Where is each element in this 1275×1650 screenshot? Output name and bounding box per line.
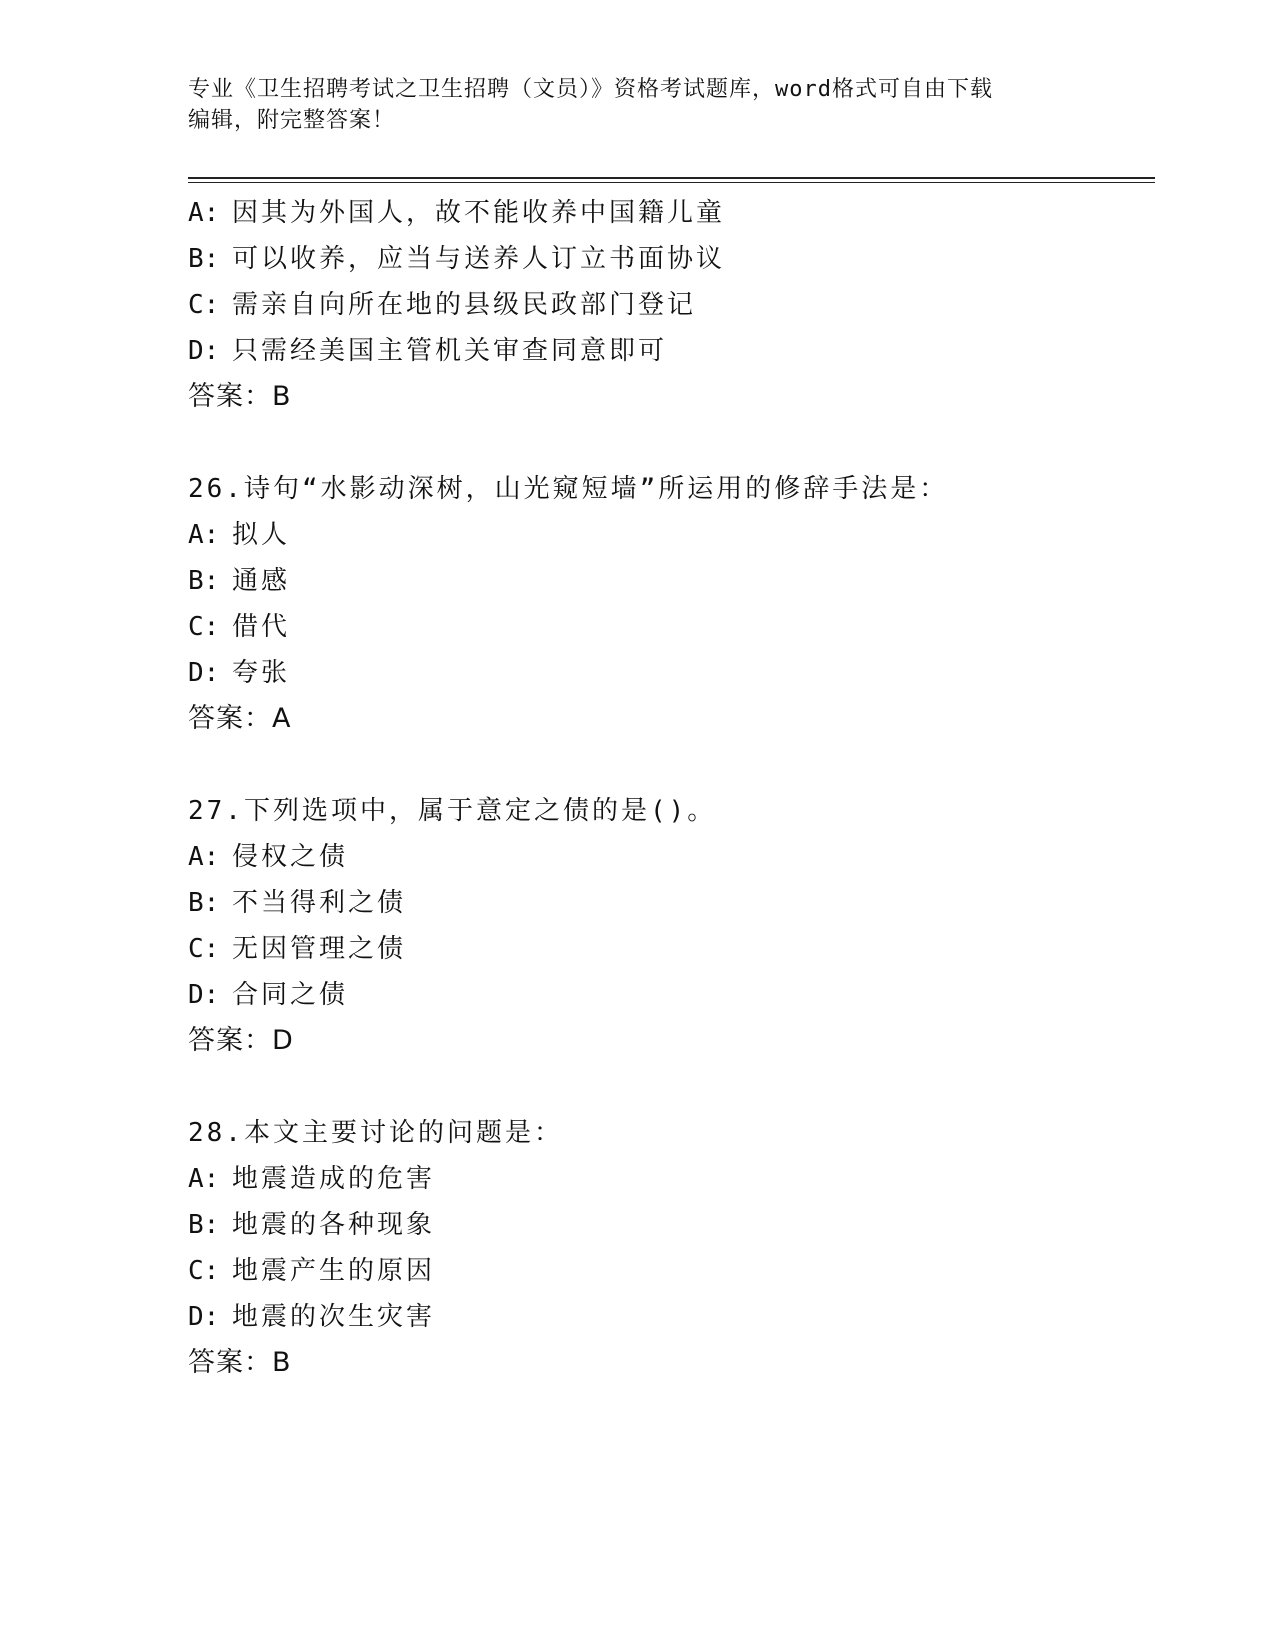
spacer <box>188 420 1148 466</box>
spacer <box>188 1064 1148 1110</box>
option-c: C: 无因管理之债 <box>188 934 407 964</box>
option-c: C: 需亲自向所在地的县级民政部门登记 <box>188 290 697 320</box>
header-line-2: 编辑，附完整答案！ <box>188 108 396 133</box>
answer-line: 答案：A <box>188 703 292 734</box>
question-text: 27.下列选项中，属于意定之债的是()。 <box>188 796 717 826</box>
option-d: D: 只需经美国主管机关审查同意即可 <box>188 336 668 366</box>
option-b: B: 不当得利之债 <box>188 888 407 918</box>
question-block <box>188 788 1148 1064</box>
option-c: C: 借代 <box>188 612 291 642</box>
option-a: A: 侵权之债 <box>188 842 349 872</box>
header-divider <box>188 177 1155 183</box>
option-c: C: 地震产生的原因 <box>188 1256 436 1286</box>
option-a: A: 拟人 <box>188 520 291 550</box>
option-a: A: 地震造成的危害 <box>188 1164 436 1194</box>
option-b: B: 地震的各种现象 <box>188 1210 436 1240</box>
question-block <box>188 1110 1148 1386</box>
option-b: B: 通感 <box>188 566 291 596</box>
question-text: 28.本文主要讨论的问题是： <box>188 1118 563 1148</box>
answer-line: 答案：B <box>188 1347 292 1378</box>
option-d: D: 地震的次生灾害 <box>188 1302 436 1332</box>
answer-line: 答案：D <box>188 1025 294 1056</box>
option-d: D: 合同之债 <box>188 980 349 1010</box>
question-block <box>188 466 1148 742</box>
option-a: A: 因其为外国人，故不能收养中国籍儿童 <box>188 198 726 228</box>
option-d: D: 夸张 <box>188 658 291 688</box>
question-text: 26.诗句“水影动深树，山光窥短墙”所运用的修辞手法是： <box>188 474 949 504</box>
question-block <box>188 190 1148 420</box>
question-list <box>188 190 1148 1386</box>
spacer <box>188 742 1148 788</box>
option-b: B: 可以收养，应当与送养人订立书面协议 <box>188 244 726 274</box>
answer-line: 答案：B <box>188 381 292 412</box>
document-header <box>188 74 1088 136</box>
header-line-1: 专业《卫生招聘考试之卫生招聘（文员）》资格考试题库，word格式可自由下载 <box>188 77 993 102</box>
